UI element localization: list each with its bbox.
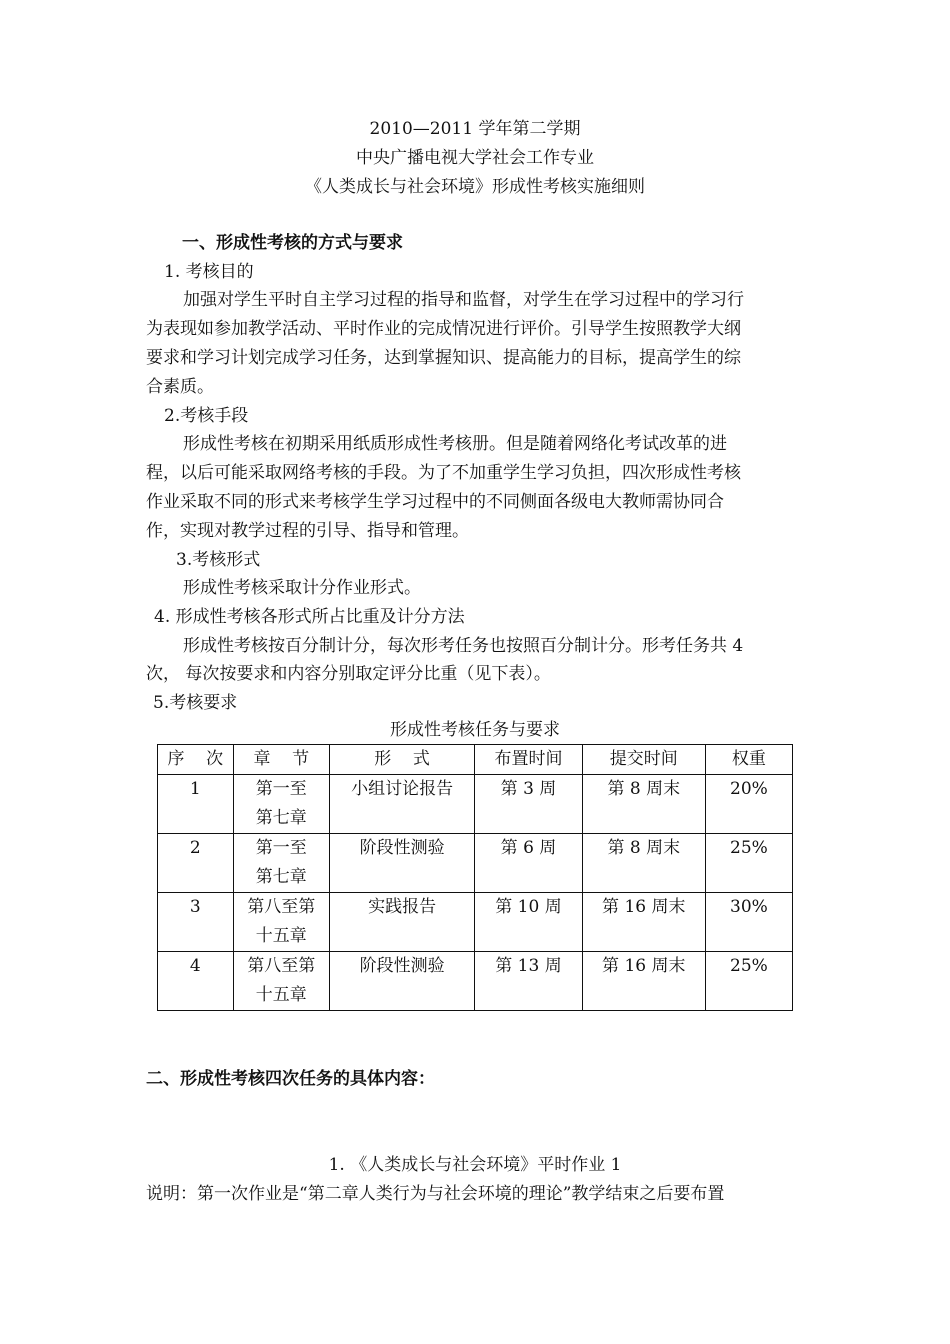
chapter-line: 第七章 [255, 808, 307, 828]
item4-body-line: 次， 每次按要求和内容分别取定评分比重（见下表）。 [146, 664, 551, 684]
cell-form: 阶段性测验 [329, 834, 474, 893]
table-caption: 形成性考核任务与要求 [390, 720, 560, 740]
cell-weight: 20% [705, 775, 792, 834]
cell-submit-time: 第 8 周末 [582, 834, 705, 893]
chapter-line: 第七章 [255, 867, 307, 887]
homework1-note: 说明：第一次作业是“第二章人类行为与社会环境的理论”教学结束之后要布置 [146, 1184, 725, 1204]
chapter-line: 十五章 [255, 926, 307, 946]
chapter-line: 第一至 [255, 838, 307, 858]
cell-assign-time: 第 6 周 [475, 834, 582, 893]
cell-seq: 1 [158, 775, 234, 834]
doc-title-semester: 2010—2011 学年第二学期 [369, 119, 581, 139]
cell-assign-time: 第 13 周 [475, 952, 582, 1011]
cell-seq: 3 [158, 893, 234, 952]
chapter-line: 十五章 [255, 985, 307, 1005]
cell-submit-time: 第 16 周末 [582, 893, 705, 952]
homework1-title: 1. 《人类成长与社会环境》平时作业 1 [328, 1155, 622, 1175]
chapter-line: 第八至第 [247, 897, 316, 917]
item3-body-line: 形成性考核采取计分作业形式。 [183, 578, 421, 598]
cell-form: 阶段性测验 [329, 952, 474, 1011]
cell-weight: 25% [705, 952, 792, 1011]
item1-body-line: 要求和学习计划完成学习任务，达到掌握知识、提高能力的目标，提高学生的综 [146, 348, 741, 368]
cell-weight: 30% [705, 893, 792, 952]
cell-submit-time: 第 8 周末 [582, 775, 705, 834]
section2-heading: 二、形成性考核四次任务的具体内容： [146, 1069, 435, 1089]
table-row [158, 775, 793, 834]
section1-heading: 一、形成性考核的方式与要求 [182, 233, 403, 253]
chapter-line: 第八至第 [247, 956, 316, 976]
cell-chapter [233, 952, 329, 1011]
item4-title: 4. 形成性考核各形式所占比重及计分方法 [154, 607, 465, 627]
cell-submit-time: 第 16 周末 [582, 952, 705, 1011]
header-submit-time: 提交时间 [582, 745, 705, 775]
table-row [158, 952, 793, 1011]
chapter-line: 第一至 [255, 779, 307, 799]
item1-body-line: 合素质。 [146, 377, 214, 397]
item2-body-line: 作，实现对教学过程的引导、指导和管理。 [146, 521, 469, 541]
header-weight: 权重 [705, 745, 792, 775]
doc-title-main: 《人类成长与社会环境》形成性考核实施细则 [305, 177, 645, 197]
cell-form: 小组讨论报告 [329, 775, 474, 834]
item1-title: 1. 考核目的 [164, 262, 254, 282]
item3-title: 3.考核形式 [176, 550, 261, 570]
cell-seq: 4 [158, 952, 234, 1011]
assessment-table [157, 744, 793, 1011]
table-header-row [158, 745, 793, 775]
item4-body-line: 形成性考核按百分制计分，每次形考任务也按照百分制计分。形考任务共 4 [183, 636, 744, 656]
doc-title-institution: 中央广播电视大学社会工作专业 [356, 148, 594, 168]
cell-weight: 25% [705, 834, 792, 893]
item5-title: 5.考核要求 [153, 693, 238, 713]
item1-body-line: 为表现如参加教学活动、平时作业的完成情况进行评价。引导学生按照教学大纲 [146, 319, 741, 339]
cell-chapter [233, 834, 329, 893]
table-row [158, 893, 793, 952]
header-seq: 序 次 [158, 745, 234, 775]
cell-assign-time: 第 10 周 [475, 893, 582, 952]
cell-assign-time: 第 3 周 [475, 775, 582, 834]
item2-body-line: 程，以后可能采取网络考核的手段。为了不加重学生学习负担，四次形成性考核 [146, 463, 741, 483]
item2-body-line: 作业采取不同的形式来考核学生学习过程中的不同侧面各级电大教师需协同合 [146, 492, 724, 512]
item2-body-line: 形成性考核在初期采用纸质形成性考核册。但是随着网络化考试改革的进 [183, 434, 727, 454]
cell-chapter [233, 893, 329, 952]
header-form: 形 式 [329, 745, 474, 775]
item1-body-line: 加强对学生平时自主学习过程的指导和监督，对学生在学习过程中的学习行 [183, 290, 744, 310]
cell-chapter [233, 775, 329, 834]
cell-form: 实践报告 [329, 893, 474, 952]
header-assign-time: 布置时间 [475, 745, 582, 775]
header-chapter: 章 节 [233, 745, 329, 775]
item2-title: 2.考核手段 [164, 406, 249, 426]
table-row [158, 834, 793, 893]
cell-seq: 2 [158, 834, 234, 893]
